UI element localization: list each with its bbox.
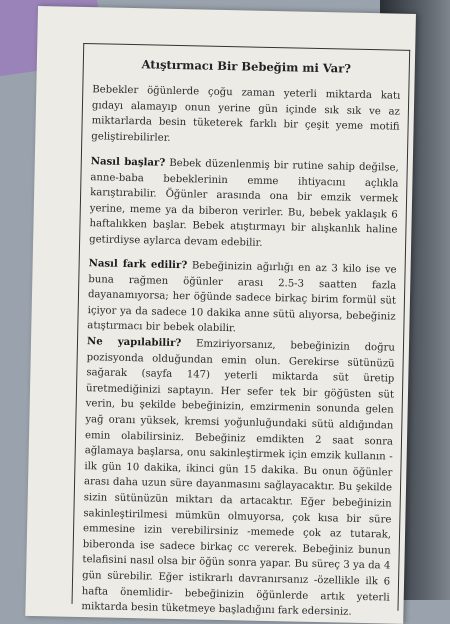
paragraph-text: Bebeğinizin ağırlığı en az 3 kilo ise ve buna rağmen öğünler arası 2.5-3 saatten fazla dayanamıyorsa; her öğünde sadece birkaç birim formül süt içiyor ya da sadece 10 dakika anne sütü alıyorsa, bebeğiniz atıştırmacı bir bebek olabilir. bbox=[87, 260, 397, 335]
paragraph-what-to-do bbox=[81, 334, 395, 621]
paragraph-how-to-notice bbox=[87, 256, 397, 340]
paragraph-intro bbox=[91, 82, 400, 151]
book-page bbox=[25, 6, 416, 624]
paragraph-heading: Nasıl fark edilir? bbox=[88, 258, 188, 272]
paragraph-text: Bebekler öğünlerde çoğu zaman yeterli miktarda katı gıdayı alamayıp onun yerine gün içinde sık sık ve az miktarlarda besin tüketerek farklı bir çeşit yeme motifi geliştirebilirler. bbox=[91, 84, 401, 144]
paragraph-how-it-starts bbox=[89, 154, 399, 254]
info-box bbox=[72, 43, 411, 618]
paragraph-text: Emziriyorsanız, bebeğinizin doğru pozisyonda olduğundan emin olun. Gerekirse sütünüzü sağarak (sayfa 147) yeterli miktarda süt üretip üretmediğinizi saptayın. Her sefer tek bir göğüsten süt verin, bu şekilde bebeğinizin, emzirmenin sonunda gelen yağ oranı yüksek, kremsi yoğunluğundaki sütü aldığından emin olabilirsiniz. Bebeğiniz emdikten 2 saat sonra ağlamaya başlarsa, onu sakinleştirmek için emzik kullanın -ilk gün 10 dakika, ikinci gün 15 dakika. Bu onun öğünler arası daha uzun süre dayanmasını sağlayacaktır. Bu şekilde sizin sütünüzün miktarı da artacaktır. Eğer bebeğinizin sakinleştirilmesi mümkün olmuyorsa, çok kısa bir süre emmesine izin verebilirsiniz -memede çok az tutarak, biberonda ise sadece birkaç cc vererek. Bebeğiniz bunun telafisini nasıl olsa bir öğün sonra yapar. Bu süreç 3 ya da 4 gün sürebilir. Eğer istikrarlı davranırsanız -özellikle ilk 6 hafta önemlidir- bebeğinizin öğünlerde artık yeterli miktarda besin tüketmeye başladığını fark edersiniz. bbox=[81, 338, 396, 618]
paragraph-heading: Nasıl başlar? bbox=[90, 156, 166, 169]
paragraph-heading: Ne yapılabilir? bbox=[86, 336, 182, 350]
box-title: Atıştırmacı Bir Bebeğim mi Var? bbox=[141, 57, 352, 76]
paragraph-text: Bebek düzenlenmiş bir rutine sahip değilse, anne-baba bebeklerinin emme ihtiyacını açlıkla karıştırabilir. Öğünler arasında ona bir emzik vermek yerine, meme ya da biberon verirler. Bu, bebek yaklaşık 6 haftalıkken başlar. Bebek atıştırmayı bir alışkanlık haline getirdiyse aylarca devam edebilir. bbox=[89, 157, 399, 249]
